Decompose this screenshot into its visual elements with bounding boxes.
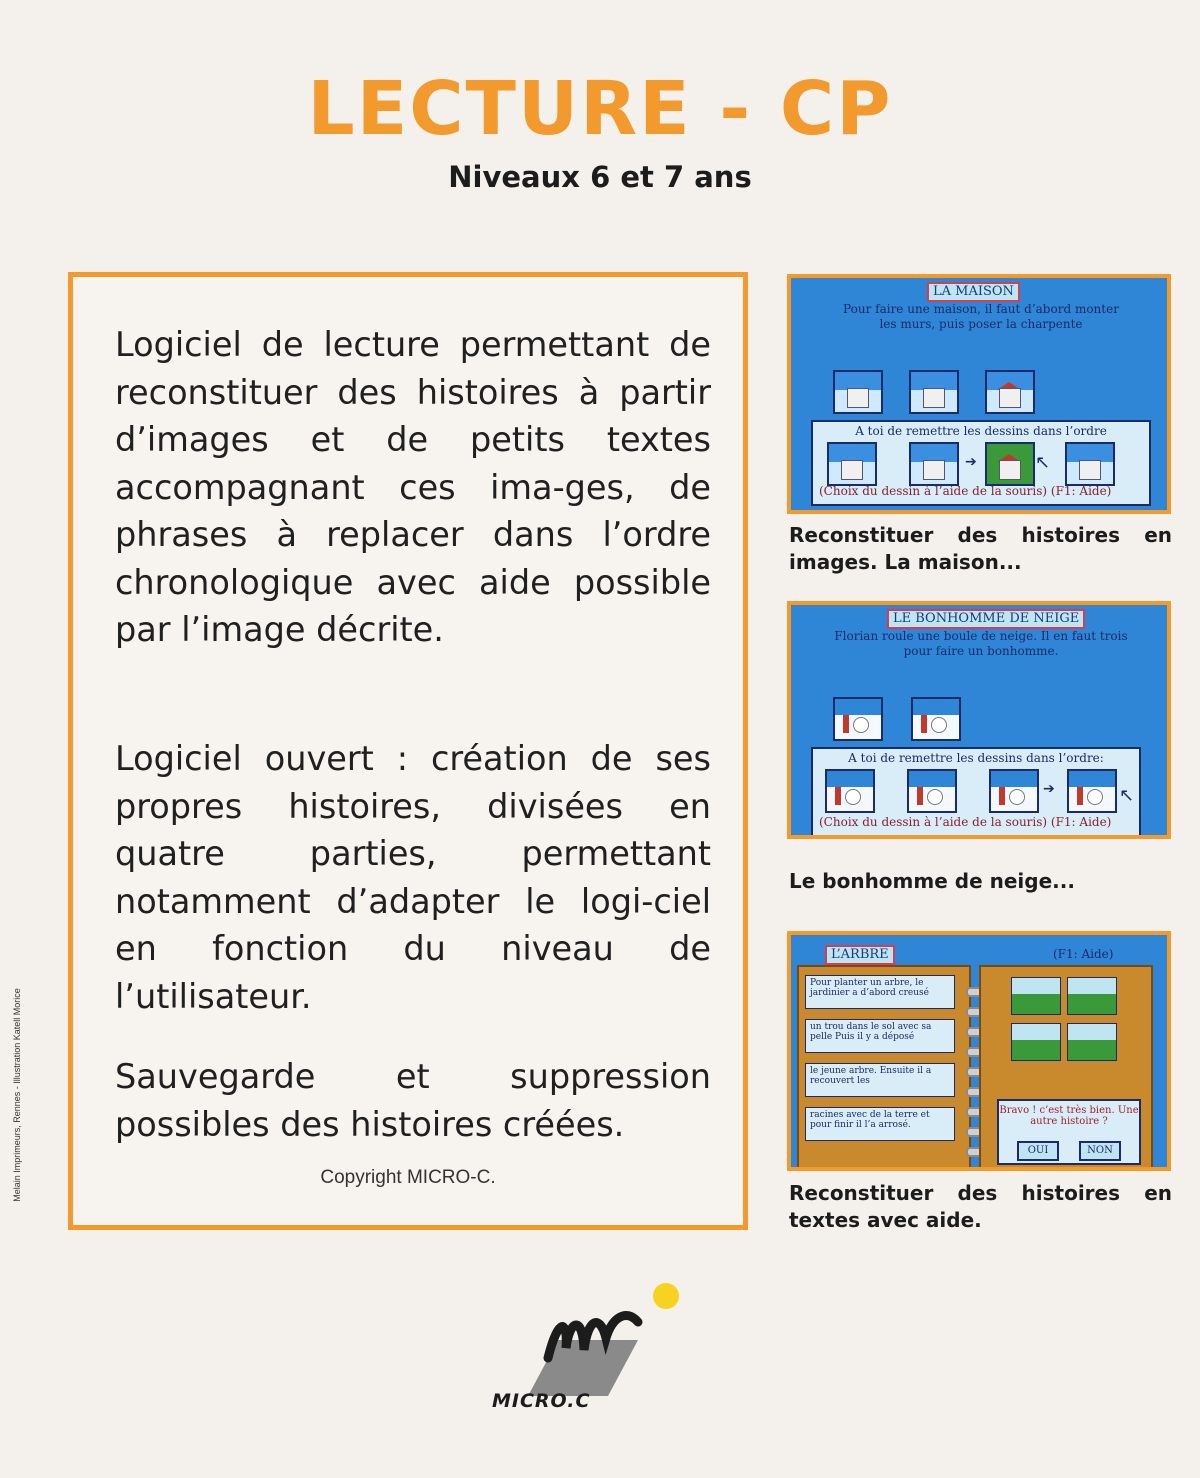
house-picture <box>909 370 959 414</box>
printer-credit: Melain Imprimeurs, Rennes - Illustration Katell Morice <box>12 988 22 1202</box>
snowman-picture <box>825 769 875 813</box>
screenshot-arbre <box>787 931 1171 1171</box>
bravo-dialog <box>997 1099 1141 1165</box>
tree-picture <box>1067 977 1117 1015</box>
mouse-cursor-icon: ↖ <box>1119 785 1135 806</box>
description-paragraph: Logiciel ouvert : création de ses propres histoires, divisées en quatre parties, permettant notamment d’adapter le logi-ciel en fonction du niveau de l’utilisateur. <box>115 739 711 1016</box>
page-subtitle: Niveaux 6 et 7 ans <box>448 160 752 194</box>
screen-title: L’ARBRE <box>825 945 895 965</box>
house-picture <box>1065 442 1115 486</box>
snowman-picture <box>1067 769 1117 813</box>
tree-picture <box>1011 1023 1061 1061</box>
notebook-left-page <box>797 965 971 1169</box>
screenshot-caption: Reconstituer des histoires en textes avec aide. <box>789 1181 1172 1232</box>
logo-yellow-dot <box>653 1283 679 1309</box>
screen-instruction: A toi de remettre les dessins dans l’ordre: <box>848 751 1104 765</box>
description-paragraph: Sauvegarde et suppression possibles des histoires créées. <box>115 1057 711 1144</box>
house-picture <box>985 370 1035 414</box>
house-picture <box>909 442 959 486</box>
description-box <box>68 272 748 1230</box>
screenshot-bonhomme-de-neige <box>787 601 1171 839</box>
house-picture <box>827 442 877 486</box>
screenshot-caption: Reconstituer des histoires en images. La maison... <box>789 523 1172 574</box>
snowman-picture <box>833 697 883 741</box>
screen-title: LA MAISON <box>927 282 1020 302</box>
story-sentence: le jeune arbre. Ensuite il a recouvert les <box>805 1063 955 1097</box>
snowman-picture <box>989 769 1039 813</box>
snowman-picture <box>911 697 961 741</box>
story-sentence: Pour planter un arbre, le jardinier a d’abord creusé <box>805 975 955 1009</box>
ordering-panel <box>811 747 1141 837</box>
non-button[interactable]: NON <box>1079 1141 1121 1161</box>
screen-text: Florian roule une boule de neige. Il en faut trois pour faire un bonhomme. <box>834 629 1128 658</box>
dialog-text: Bravo ! c’est très bien. Une autre histoire ? <box>999 1105 1139 1127</box>
screen-title: LE BONHOMME DE NEIGE <box>887 609 1085 629</box>
house-picture <box>833 370 883 414</box>
screen-instruction: A toi de remettre les dessins dans l’ordre <box>855 424 1107 438</box>
story-sentence: racines avec de la terre et pour finir il l’a arrosé. <box>805 1107 955 1141</box>
logo-wordmark: MICRO.C <box>492 1390 591 1412</box>
house-picture <box>985 442 1035 486</box>
description-paragraph: Logiciel de lecture permettant de reconstituer des histoires à partir d’images et de petits textes accompagnant ces ima-ges, de phrases à replacer dans l’ordre chronologique avec aide possible par l’image décrite. <box>115 325 711 649</box>
screenshot-caption: Le bonhomme de neige... <box>789 869 1075 893</box>
tree-picture <box>1067 1023 1117 1061</box>
screen-help: (F1: Aide) <box>1053 947 1114 961</box>
arrow-right-icon: ➔ <box>1043 781 1055 797</box>
snowman-picture <box>907 769 957 813</box>
screen-help: (Choix du dessin à l’aide de la souris) (F1: Aide) <box>819 484 1112 498</box>
screen-text: Pour faire une maison, il faut d’abord monter les murs, puis poser la charpente <box>843 302 1119 331</box>
notebook-right-page <box>979 965 1153 1169</box>
tree-picture <box>1011 977 1061 1015</box>
story-sentence: un trou dans le sol avec sa pelle Puis il y a déposé <box>805 1019 955 1053</box>
screenshot-la-maison <box>787 274 1171 514</box>
copyright-text: Copyright MICRO-C. <box>320 1167 496 1188</box>
arrow-right-icon: ➔ <box>965 454 977 470</box>
ordering-panel <box>811 420 1151 506</box>
mouse-cursor-icon: ↖ <box>1035 452 1051 473</box>
page-title: LECTURE - CP <box>307 66 893 152</box>
screen-help: (Choix du dessin à l’aide de la souris) (F1: Aide) <box>819 815 1112 829</box>
oui-button[interactable]: OUI <box>1017 1141 1059 1161</box>
